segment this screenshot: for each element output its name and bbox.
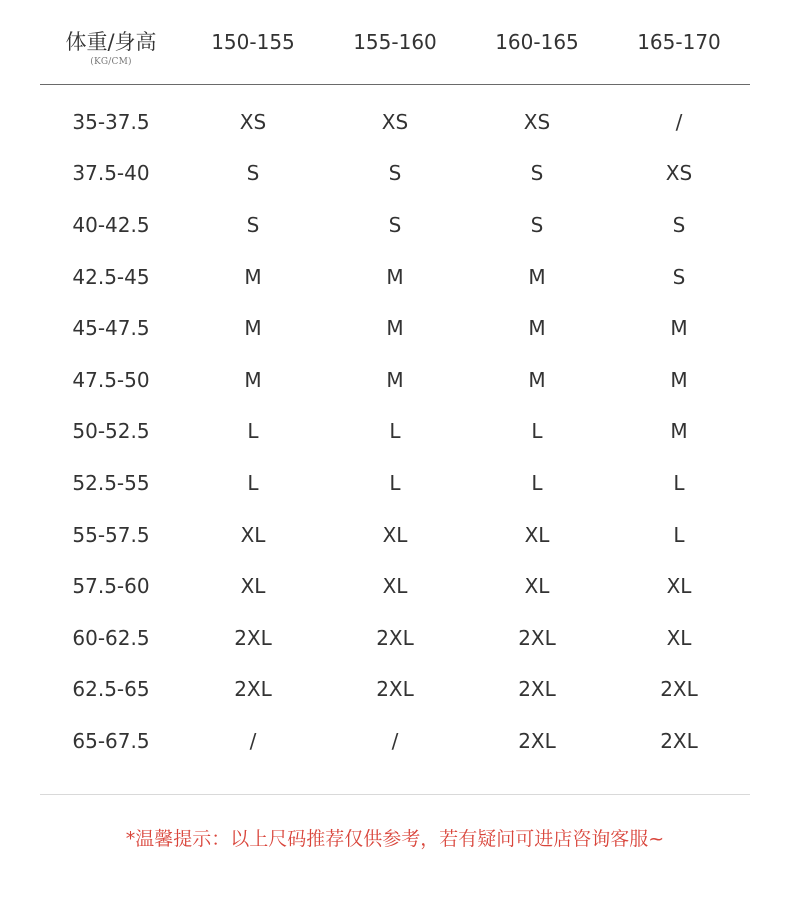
- size-cell: S: [672, 212, 686, 237]
- weight-range-cell: 65-67.5: [72, 728, 150, 753]
- weight-range-cell: 47.5-50: [72, 367, 150, 392]
- table-row: [40, 560, 750, 612]
- size-cell: 2XL: [234, 677, 272, 702]
- size-cell: /: [391, 728, 399, 753]
- table-row: [40, 199, 750, 251]
- size-cell: 2XL: [518, 625, 556, 650]
- table-row: [40, 302, 750, 354]
- size-cell: M: [528, 316, 546, 341]
- table-row: [40, 354, 750, 406]
- table-body: [40, 96, 750, 767]
- size-cell: S: [530, 161, 544, 186]
- size-cell: S: [246, 212, 260, 237]
- corner-header-cell: [40, 28, 182, 68]
- table-row: [40, 612, 750, 664]
- size-cell: 2XL: [518, 728, 556, 753]
- size-cell: 2XL: [660, 677, 698, 702]
- size-cell: /: [675, 109, 683, 134]
- height-header-1: 150-155: [211, 30, 295, 54]
- size-cell: XL: [666, 574, 692, 599]
- size-cell: L: [531, 419, 543, 444]
- size-cell: M: [244, 264, 262, 289]
- size-cell: M: [670, 367, 688, 392]
- weight-height-title: 体重/身高: [65, 30, 157, 54]
- size-cell: S: [530, 212, 544, 237]
- size-cell: M: [386, 367, 404, 392]
- weight-range-cell: 40-42.5: [72, 212, 150, 237]
- weight-range-cell: 62.5-65: [72, 677, 150, 702]
- size-cell: M: [528, 264, 546, 289]
- size-cell: /: [249, 728, 257, 753]
- weight-range-cell: 35-37.5: [72, 109, 150, 134]
- size-cell: XL: [240, 522, 266, 547]
- bottom-divider: [40, 794, 750, 795]
- size-cell: L: [247, 470, 259, 495]
- table-row: [40, 509, 750, 561]
- table-row: [40, 664, 750, 716]
- size-cell: 2XL: [234, 625, 272, 650]
- size-cell: S: [672, 264, 686, 289]
- size-cell: 2XL: [660, 728, 698, 753]
- table-row: [40, 406, 750, 458]
- size-cell: XL: [666, 625, 692, 650]
- table-header-row: [40, 0, 750, 85]
- size-cell: S: [388, 161, 402, 186]
- size-cell: 2XL: [376, 677, 414, 702]
- size-cell: 2XL: [518, 677, 556, 702]
- size-cell: L: [673, 470, 685, 495]
- table-row: [40, 715, 750, 767]
- size-cell: XS: [665, 161, 693, 186]
- size-cell: S: [388, 212, 402, 237]
- height-header-3: 160-165: [495, 30, 579, 54]
- size-cell: M: [386, 316, 404, 341]
- table-row: [40, 251, 750, 303]
- size-cell: XS: [239, 109, 267, 134]
- size-cell: XL: [524, 522, 550, 547]
- height-header-4: 165-170: [637, 30, 721, 54]
- size-cell: L: [389, 419, 401, 444]
- weight-range-cell: 57.5-60: [72, 574, 150, 599]
- size-cell: XL: [524, 574, 550, 599]
- size-cell: XL: [240, 574, 266, 599]
- size-cell: M: [244, 316, 262, 341]
- weight-range-cell: 37.5-40: [72, 161, 150, 186]
- size-cell: L: [673, 522, 685, 547]
- size-cell: M: [670, 419, 688, 444]
- size-cell: S: [246, 161, 260, 186]
- size-cell: XL: [382, 522, 408, 547]
- size-cell: M: [386, 264, 404, 289]
- size-cell: XS: [381, 109, 409, 134]
- table-row: [40, 457, 750, 509]
- weight-range-cell: 45-47.5: [72, 316, 150, 341]
- table-row: [40, 148, 750, 200]
- size-cell: M: [528, 367, 546, 392]
- size-cell: M: [670, 316, 688, 341]
- size-chart-table: [40, 0, 750, 753]
- size-cell: L: [531, 470, 543, 495]
- weight-range-cell: 55-57.5: [72, 522, 150, 547]
- weight-range-cell: 42.5-45: [72, 264, 150, 289]
- size-cell: L: [247, 419, 259, 444]
- size-cell: XL: [382, 574, 408, 599]
- table-row: [40, 96, 750, 148]
- size-advice-note: *温馨提示：以上尺码推荐仅供参考，若有疑问可进店咨询客服~: [125, 828, 665, 850]
- unit-label: (KG/CM): [90, 57, 132, 67]
- size-cell: L: [389, 470, 401, 495]
- weight-range-cell: 60-62.5: [72, 625, 150, 650]
- weight-range-cell: 52.5-55: [72, 470, 150, 495]
- size-cell: 2XL: [376, 625, 414, 650]
- weight-range-cell: 50-52.5: [72, 419, 150, 444]
- size-cell: M: [244, 367, 262, 392]
- height-header-2: 155-160: [353, 30, 437, 54]
- size-cell: XS: [523, 109, 551, 134]
